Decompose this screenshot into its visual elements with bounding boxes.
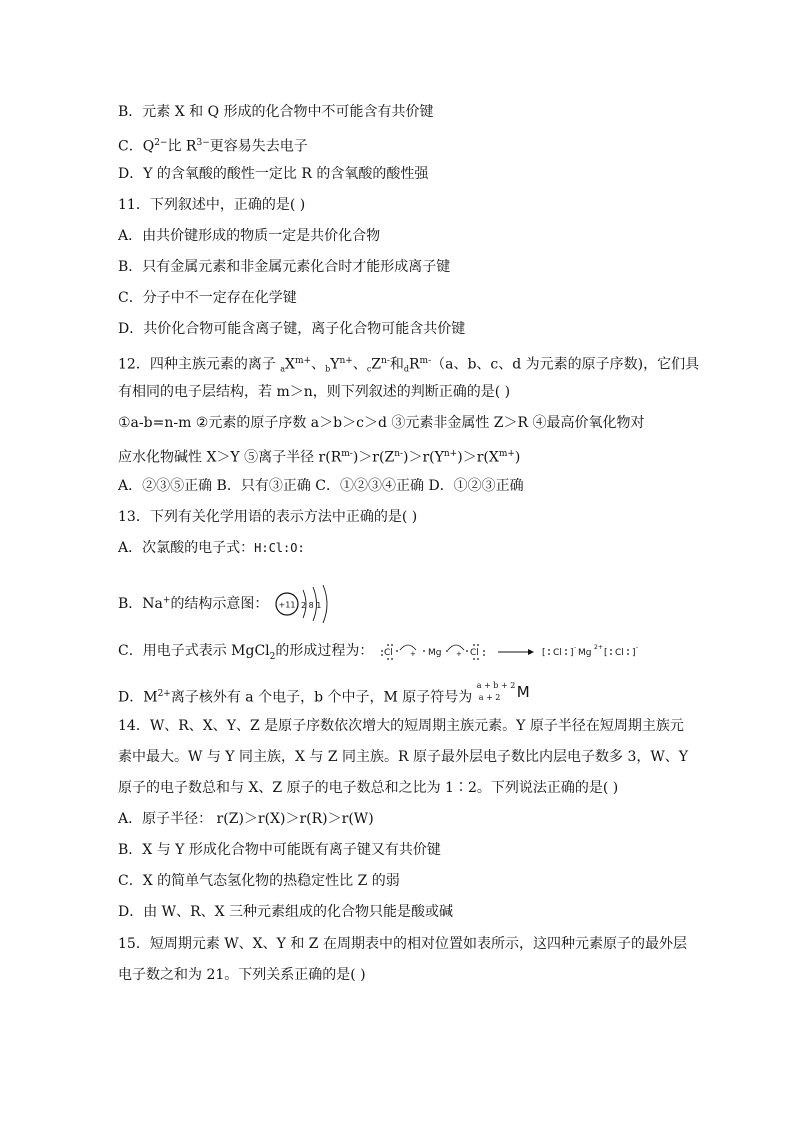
question-13: 13．下列有关化学用语的表示方法中正确的是( ) [118, 509, 418, 525]
option-c-q10: C．$Q^{2-}$比 $R^{3-}$更容易失去电子 [118, 138, 308, 155]
nuclide-symbol: a + b + 2 a + 2 M [476, 680, 530, 702]
option-b-q11: B．只有金属元素和非金属元素化合时才能形成离子键 [118, 259, 451, 275]
option-d-q13: D．$M^{2+}$离子核外有 a 个电子，b 个中子，M 原子符号为 a + b + 2 a + 2 M [118, 684, 525, 708]
reactant-cl-right: Cl [469, 648, 479, 658]
svg-text:[: [ [603, 648, 608, 658]
question-12-line1: 12．四种主族元素的离子 $_aX^{m+}$、$_bY^{n+}$、$_cZ^{n-}$和$_dR^{m-}(a$、b、c、d 为元素的原子序数)，它们具 [118, 356, 700, 374]
option-b-q14: B．X 与 Y 形成化合物中可能既有离子键又有共价键 [118, 842, 441, 858]
option-b-q10: B．元素 X 和 Q 形成的化合物中不可能含有共价键 [118, 104, 434, 120]
na-ion-structure-diagram [273, 584, 343, 624]
product-mg-charge: 2+ [593, 644, 603, 651]
product-cl-left: Cl [552, 648, 562, 658]
question-14-line1: 14．W、R、X、Y、Z 是原子序数依次增大的短周期主族元素。Y 原子半径在短周期主族元 [118, 718, 684, 734]
reactant-mg: Mg [427, 648, 442, 658]
reactant-cl-left: Cl [383, 648, 393, 658]
question-15-line1: 15．短周期元素 W、X、Y 和 Z 在周期表中的相对位置如表所示，这四种元素原子的最外层 [118, 936, 687, 952]
product-cl-right: Cl [614, 648, 624, 658]
mgcl2-formation-diagram [378, 638, 668, 664]
svg-text:+: + [409, 650, 416, 658]
option-b-q13: B．Na+的结构示意图： +11 2 8 1 [118, 584, 343, 624]
question-14-line2: 素中最大。W 与 Y 同主族，X 与 Z 同主族。R 原子最外层电子数比内层电子数多 3，W、Y [118, 749, 689, 765]
na-shell-electrons: 2 8 1 [300, 601, 322, 610]
option-a-q11: A．由共价键形成的物质一定是共价化合物 [118, 228, 381, 244]
hclo-electron-formula: H:Cl:O: [254, 541, 305, 555]
svg-text:]: ] [631, 648, 636, 658]
question-14-line3: 原子的电子数总和与 X、Z 原子的电子数总和之比为 1∶2。下列说法正确的是( ) [118, 780, 619, 796]
svg-text:-: - [573, 644, 577, 651]
option-a-q14: A．原子半径： r(Z)＞r(X)＞r(R)＞r(W) [118, 811, 374, 827]
option-c-q13: C．用电子式表示 MgCl$_2$的形成过程为： Cl + Mg + Cl [ Cl ] - Mg 2+ [ Cl ] - [118, 638, 668, 667]
question-15-line2: 电子数之和为 21。下列关系正确的是( ) [118, 967, 366, 983]
question-12-line2: 有相同的电子层结构，若 m＞n，则下列叙述的判断正确的是( ) [118, 384, 511, 400]
options-q12: A．②③⑤正确 B．只有③正确 C．①②③④正确 D．①②③正确 [118, 478, 524, 494]
option-c-q11: C．分子中不一定存在化学键 [118, 290, 297, 306]
svg-text:[: [ [541, 648, 546, 658]
option-c-q14: C．X 的简单气态氢化物的热稳定性比 Z 的弱 [118, 873, 400, 889]
question-12-line4: 应水化物碱性 X＞Y ⑤离子半径 $r(R^{m-})>r(Z^{n-})>r(Y^{n+})>r(X^{m+})$ [118, 449, 521, 466]
option-a-q13: A．次氯酸的电子式：H:Cl:O: [118, 540, 305, 556]
svg-text:+: + [455, 650, 462, 658]
option-d-q10: D．Y 的含氧酸的酸性一定比 R 的含氧酸的酸性强 [118, 166, 429, 182]
svg-text:]: ] [569, 648, 574, 658]
product-mg-ion: Mg [577, 648, 592, 658]
option-d-q11: D．共价化合物可能含离子键，离子化合物可能含共价键 [118, 321, 466, 337]
question-12-line3: ①a-b=n-m ②元素的原子序数 a＞b＞c＞d ③元素非金属性 Z＞R ④最高价氧化物对 [118, 415, 645, 431]
na-nucleus-label: +11 [278, 600, 296, 610]
svg-text:-: - [635, 644, 639, 651]
option-d-q14: D．由 W、R、X 三种元素组成的化合物只能是酸或碱 [118, 904, 454, 920]
question-11: 11．下列叙述中，正确的是( ) [118, 197, 306, 213]
